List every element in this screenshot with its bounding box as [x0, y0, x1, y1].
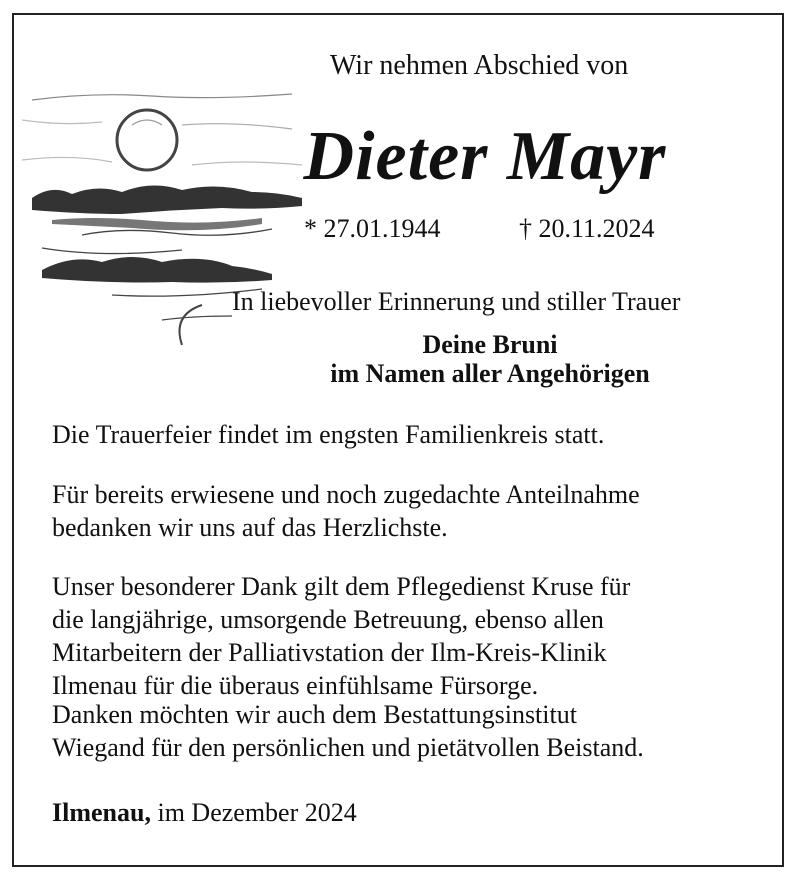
- paragraph-line: Danken möchten wir auch dem Bestattungsinstitut: [52, 700, 577, 729]
- birth-date: * 27.01.1944: [304, 214, 441, 243]
- funeral-info-paragraph: [52, 418, 604, 451]
- paragraph-line: Unser besonderer Dank gilt dem Pflegedienst Kruse für: [52, 572, 631, 601]
- paragraph-line: Die Trauerfeier findet im engsten Familienkreis statt.: [52, 420, 605, 449]
- death-date: † 20.11.2024: [519, 214, 655, 243]
- paragraph-line: Für bereits erwiesene und noch zugedachte Anteilnahme: [52, 480, 640, 509]
- place-name: Ilmenau,: [52, 798, 151, 827]
- paragraph-line: die langjährige, umsorgende Betreuung, ebenso allen: [52, 605, 604, 634]
- paragraph-line: Ilmenau für die überaus einfühlsame Fürsorge.: [52, 671, 539, 700]
- funeral-home-thanks-paragraph: [52, 698, 644, 764]
- farewell-heading: Wir nehmen Abschied von: [330, 50, 629, 81]
- remembrance-line: In liebevoller Erinnerung und stiller Trauer: [232, 287, 681, 316]
- place-date-line: [52, 798, 357, 828]
- paragraph-line: bedanken wir uns auf das Herzlichste.: [52, 513, 448, 542]
- thanks-paragraph: [52, 478, 640, 544]
- paragraph-line: Mitarbeitern der Palliativstation der Ilm-Kreis-Klinik: [52, 638, 607, 667]
- deceased-name: Dieter Mayr: [303, 118, 667, 195]
- special-thanks-paragraph: [52, 570, 630, 702]
- signature-mourner: Deine Bruni: [422, 330, 558, 359]
- signature-family: im Namen aller Angehörigen: [330, 359, 650, 388]
- date-text: im Dezember 2024: [150, 798, 357, 827]
- paragraph-line: Wiegand für den persönlichen und pietätvollen Beistand.: [52, 733, 644, 762]
